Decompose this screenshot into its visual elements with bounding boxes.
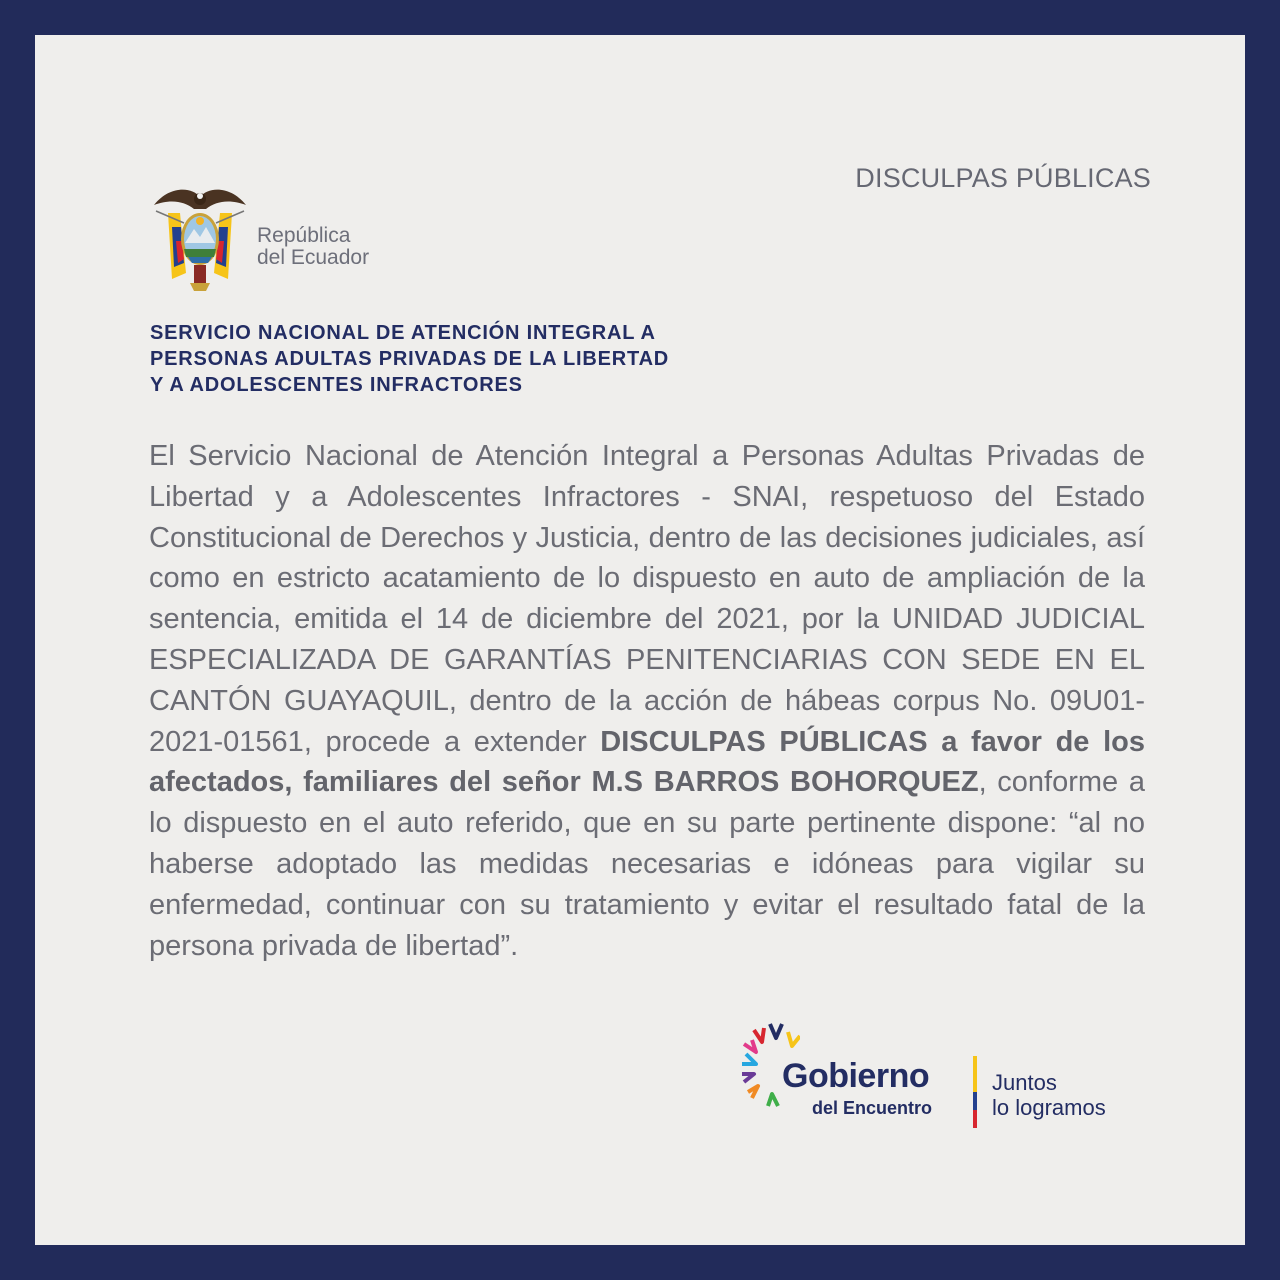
statement-intro: El Servicio Nacional de Atención Integral a Personas Adultas Privadas de Libertad y a Adolescentes Infractores - SNAI, respetuoso del Estado Constitucional de Derechos y Justicia, dentro de las decisiones judiciales, así como en estricto acatamiento de lo dispuesto en auto de ampliación de la sentencia, emitida el 14 de diciembre del 2021, por la UNIDAD JUDICIAL ESPECIALIZADA DE GARANTÍAS PENITENCIARIAS CON SEDE EN EL CANTÓN GUAYAQUIL, dentro de la acción de hábeas corpus No. 09U01-2021-01561, procede a extender: [149, 440, 1145, 758]
agency-line: Y A ADOLESCENTES INFRACTORES: [150, 374, 523, 396]
slogan: [992, 1070, 1106, 1120]
republica-ecuador-logo: [150, 183, 410, 295]
republica-ecuador-wordmark: [257, 225, 369, 269]
gobierno-del-encuentro-logo: [740, 1020, 1160, 1130]
agency-name: [150, 320, 669, 398]
coat-of-arms-icon: [150, 183, 250, 295]
flag-divider: [973, 1056, 977, 1128]
slogan-line-2: lo logramos: [992, 1095, 1106, 1120]
brand-line-1: República: [257, 224, 351, 247]
gobierno-wordmark: Gobierno: [782, 1057, 930, 1095]
document-title: DISCULPAS PÚBLICAS: [855, 163, 1151, 193]
del-encuentro-wordmark: del Encuentro: [812, 1098, 933, 1118]
brand-line-2: del Ecuador: [257, 246, 370, 269]
apology-statement: [149, 436, 1145, 966]
statement-emphasis: DISCULPAS PÚBLICAS a favor de los afectados, familiares del señor M.S BARROS BOHORQUEZ: [149, 725, 1145, 799]
document-page: [35, 35, 1245, 1245]
agency-line: SERVICIO NACIONAL DE ATENCIÓN INTEGRAL A: [150, 322, 656, 344]
slogan-line-1: Juntos: [992, 1070, 1057, 1095]
agency-line: PERSONAS ADULTAS PRIVADAS DE LA LIBERTAD: [150, 348, 670, 370]
statement-closing: , conforme a lo dispuesto en el auto referido, que en su parte pertinente dispone: “al no haberse adoptado las medidas necesarias e idóneas para vigilar su enfermedad, continuar con su tratamiento y evitar el resultado fatal de la persona privada de libertad”.: [149, 766, 1145, 962]
